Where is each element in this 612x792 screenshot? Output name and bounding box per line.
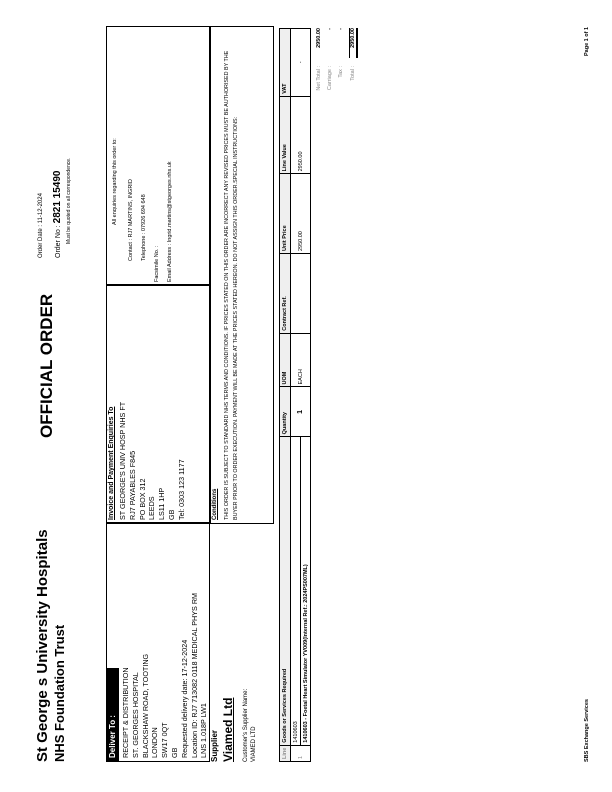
quote-note: Must be quoted on all correspondence.: [66, 157, 72, 244]
customer-supplier-label: Customer's Supplier Name:: [243, 688, 249, 762]
conditions-text: THIS ORDER IS SUBJECT TO STANDARD NHS TERMS AND CONDITIONS. IF PRICES STATED ON THIS ORDER ARE INCORRECT ANY REVISED PRICES MUST BE AUTHORISED BY THE BUYER PRIOR TO ORDER EXECUTION. PAYMENT WILL BE MADE AT THE PRICES STATED HEREON. DO NOT ASSIGN THIS ORDER.SPECIAL INSTRUCTIONS:: [224, 50, 239, 520]
invoice-line: Tel: 0303 123 1177: [176, 459, 186, 520]
contact-person: Contact : RJ7 MARTINS, INGRID: [128, 179, 134, 261]
row-description: 1410603 - Foetal Heart Simulator YV009(Internal Ref.: 2024PS007ML): [301, 437, 311, 745]
order-date: [38, 193, 44, 258]
invoice-box: [106, 284, 210, 524]
conditions-box: [210, 26, 274, 524]
invoice-lines: [118, 402, 187, 520]
order-number-value: 2821 15490: [52, 170, 63, 224]
invoice-line: GB: [166, 509, 176, 520]
invoice-label: Invoice and Payment Enquiries To: [108, 406, 115, 520]
row-vat: -: [291, 29, 311, 97]
contact-label: All enquiries regarding this order to:: [112, 138, 118, 225]
footer-service: SBS Exchange Services: [584, 699, 590, 762]
tax: [338, 28, 344, 114]
net-total-value: 2950.00: [316, 28, 322, 48]
contact-email[interactable]: Email Address : Ingrid.martins@stgeorges.nhs.uk: [167, 161, 173, 282]
order-number: [52, 171, 63, 258]
deliver-line: Location ID: RJ7 713082 0118 MEDICAL PHYS RM: [189, 593, 199, 758]
customer-supplier: [242, 562, 258, 762]
carriage-value: -: [327, 28, 333, 30]
deliver-line: GB: [169, 747, 179, 758]
deliver-line: Requested delivery date: 17-12-2024: [179, 639, 189, 758]
row-contract: [291, 254, 311, 334]
net-total: [316, 28, 322, 114]
deliver-line: RECEIPT & DISTRIBUTION: [121, 667, 130, 758]
row-line-value: 2950.00: [291, 96, 311, 174]
col-header-goods: Goods or Services Required: [280, 437, 291, 745]
invoice-line: ST GEORGE'S UNIV HOSP NHS FT: [118, 401, 127, 520]
grand-total: [349, 28, 358, 114]
invoice-line: RJ7 PAYABLES F845: [127, 450, 137, 520]
col-header-vat: VAT: [280, 29, 291, 97]
invoice-line: LS11 1HP: [157, 487, 167, 520]
order-date-label: Order Date :: [38, 224, 44, 258]
deliver-to-label: Deliver To :: [107, 668, 119, 761]
col-header-line-value: Line Value: [280, 96, 291, 174]
grand-total-value: 2950.00: [349, 28, 358, 58]
customer-supplier-name: VIAMED LTD: [251, 726, 257, 762]
carriage-label: Carriage :: [327, 66, 333, 91]
col-header-contract: Contract Ref.: [280, 254, 291, 334]
col-header-line: Line: [280, 745, 291, 761]
col-header-unit-price: Unit Price: [280, 174, 291, 254]
row-unit-price: 2950.00: [291, 174, 311, 254]
row-line-number: 1: [291, 745, 311, 761]
supplier-label: Supplier: [210, 729, 219, 762]
footer-page-number: Page 1 of 1: [584, 26, 590, 56]
conditions-label: Conditions: [212, 488, 218, 520]
order-date-value: 11-12-2024: [38, 193, 44, 224]
col-header-uom: UOM: [280, 333, 291, 387]
deliver-line: LONDON: [150, 727, 160, 758]
order-lines-table: [279, 28, 311, 762]
deliver-line: SW17 0QT: [160, 722, 170, 758]
deliver-to-lines: [121, 593, 209, 758]
supplier-name: Viamed Ltd: [221, 697, 235, 762]
col-header-quantity: Quantity: [280, 387, 291, 437]
contact-box: [106, 26, 210, 286]
tax-label: Tax :: [338, 66, 344, 78]
row-quantity: 1: [291, 387, 311, 437]
invoice-line: LEEDS: [147, 496, 157, 520]
document-title: OFFICIAL ORDER: [37, 293, 56, 438]
deliver-to-box: [106, 522, 210, 762]
hospital-name: St George s University Hospitals: [34, 529, 51, 762]
contact-facsimile: Facsimile No. :: [154, 245, 160, 282]
table-header-row: [280, 29, 291, 762]
carriage: [327, 28, 333, 114]
order-number-label: Order No :: [55, 225, 62, 258]
net-total-label: Net Total :: [316, 66, 322, 91]
row-uom: EACH: [291, 333, 311, 387]
trust-name: NHS Foundation Trust: [52, 624, 67, 762]
deliver-line: BLACKSHAW ROAD, TOOTING: [140, 653, 150, 758]
table-row: [291, 29, 301, 762]
deliver-line: LNS 1.018P LW1: [199, 703, 209, 758]
invoice-line: PO BOX 312: [137, 478, 147, 520]
tax-value: -: [338, 28, 344, 30]
deliver-line: ST. GEORGES HOSPITAL: [130, 672, 140, 758]
row-item-code: 1410603: [291, 437, 301, 745]
contact-telephone: Telephone : 07926 694 648: [141, 194, 147, 261]
grand-total-label: Total :: [350, 66, 356, 81]
